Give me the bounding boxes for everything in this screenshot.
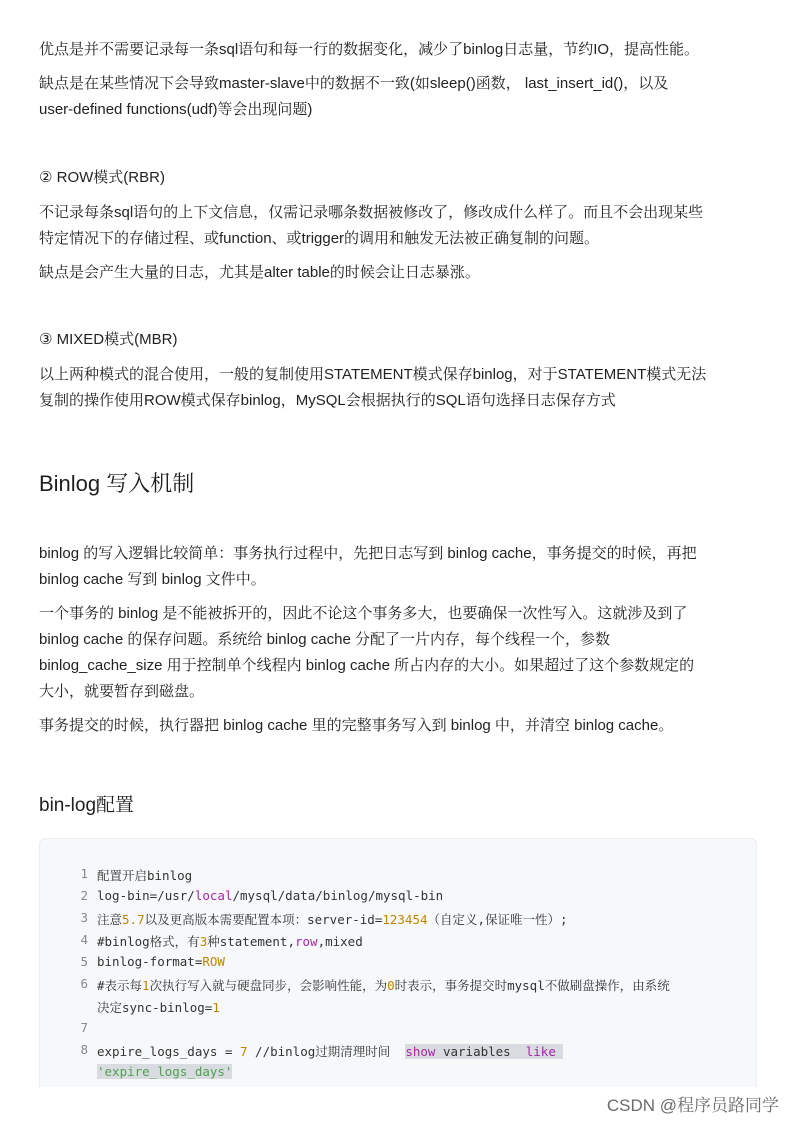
cache-para-line-2: binlog cache 的保存问题。系统给 binlog cache 分配了一片内存，每个线程一个，参数 bbox=[39, 631, 610, 648]
code-line-5: binlog-format=ROW bbox=[97, 954, 225, 969]
cache-para-line-4: 大小，就要暂存到磁盘。 bbox=[39, 683, 205, 700]
code-line-3: 注意5.7以及更高版本需要配置本项：server-id=123454（自定义,保证唯一性）; bbox=[97, 912, 568, 927]
code-line-4: #binlog格式，有3种statement,row,mixed bbox=[97, 934, 363, 949]
commit-paragraph: 事务提交的时候，执行器把 binlog cache 里的完整事务写入到 binlog 中，并清空 binlog cache。 bbox=[39, 717, 674, 734]
line-number: 2 bbox=[80, 888, 88, 903]
line-number: 8 bbox=[80, 1042, 88, 1057]
binlog-config-heading: bin-log配置 bbox=[39, 795, 135, 816]
line-number: 7 bbox=[80, 1020, 88, 1035]
cache-para-line-3: binlog_cache_size 用于控制单个线程内 binlog cache 所占内存的大小。如果超过了这个参数规定的 bbox=[39, 657, 695, 674]
code-line-6-wrap: 决定sync-binlog=1 bbox=[97, 1000, 220, 1015]
code-line-1: 配置开启binlog bbox=[97, 868, 193, 883]
mixed-mode-line-1: 以上两种模式的混合使用，一般的复制使用STATEMENT模式保存binlog，对于STATEMENT模式无法 bbox=[39, 366, 707, 383]
line-number: 1 bbox=[80, 866, 88, 881]
row-mode-drawback: 缺点是会产生大量的日志，尤其是alter table的时候会让日志暴涨。 bbox=[39, 264, 480, 281]
code-line-2: log-bin=/usr/local/mysql/data/binlog/mysql-bin bbox=[97, 888, 444, 903]
disadvantage-line-1: 缺点是在某些情况下会导致master-slave中的数据不一致(如sleep()函数， last_insert_id()，以及 bbox=[39, 75, 669, 92]
mixed-mode-title: ③ MIXED模式(MBR) bbox=[39, 331, 178, 348]
write-logic-line-1: binlog 的写入逻辑比较简单：事务执行过程中，先把日志写到 binlog cache，事务提交的时候，再把 bbox=[39, 545, 697, 562]
row-mode-line-1: 不记录每条sql语句的上下文信息，仅需记录哪条数据被修改了，修改成什么样了。而且不会出现某些 bbox=[39, 204, 704, 221]
config-code-block[interactable] bbox=[39, 838, 757, 1087]
cache-para-line-1: 一个事务的 binlog 是不能被拆开的，因此不论这个事务多大，也要确保一次性写入。这就涉及到了 bbox=[39, 605, 688, 622]
write-logic-line-2: binlog cache 写到 binlog 文件中。 bbox=[39, 571, 266, 588]
line-number: 4 bbox=[80, 932, 88, 947]
mixed-mode-line-2: 复制的操作使用ROW模式保存binlog，MySQL会根据执行的SQL语句选择日志保存方式 bbox=[39, 392, 616, 409]
advantage-paragraph: 优点是并不需要记录每一条sql语句和每一行的数据变化，减少了binlog日志量，节约IO，提高性能。 bbox=[39, 41, 700, 58]
disadvantage-line-2: user-defined functions(udf)等会出现问题) bbox=[39, 101, 313, 118]
code-line-8: expire_logs_days = 7 //binlog过期清理时间 show variables like bbox=[97, 1042, 563, 1060]
binlog-write-heading: Binlog 写入机制 bbox=[39, 471, 195, 496]
line-number: 3 bbox=[80, 910, 88, 925]
line-number: 6 bbox=[80, 976, 88, 991]
csdn-watermark: CSDN @程序员路同学 bbox=[606, 1096, 779, 1115]
code-line-8-wrap: 'expire_logs_days' bbox=[97, 1064, 233, 1079]
line-number: 5 bbox=[80, 954, 88, 969]
row-mode-title: ② ROW模式(RBR) bbox=[39, 169, 165, 186]
code-line-6: #表示每1次执行写入就与硬盘同步，会影响性能，为0时表示，事务提交时mysql不做刷盘操作，由系统 bbox=[97, 978, 670, 993]
row-mode-line-2: 特定情况下的存储过程、或function、或trigger的调用和触发无法被正确复制的问题。 bbox=[39, 230, 600, 247]
